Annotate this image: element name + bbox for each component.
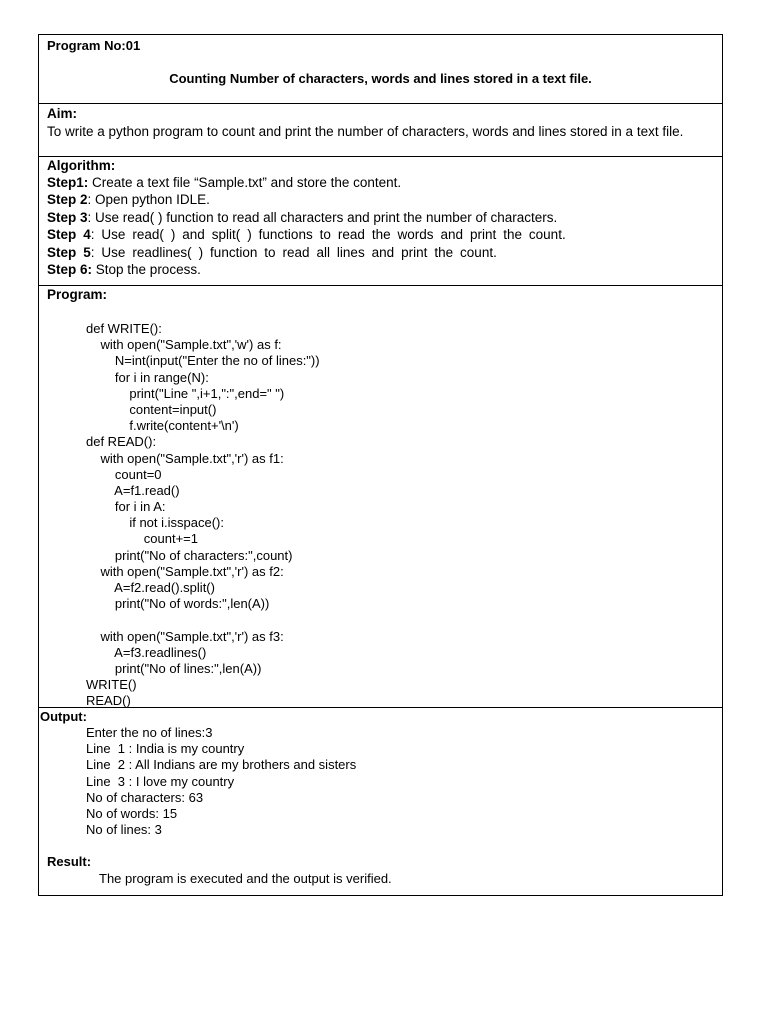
aim-text: To write a python program to count and print the number of characters, words and lines stored in a text file.: [47, 124, 684, 139]
code-line: for i in A:: [86, 499, 166, 515]
output-line: No of lines: 3: [86, 822, 162, 838]
code-line: def WRITE():: [86, 321, 162, 336]
divider-program: [39, 707, 722, 708]
step-text: Stop the process.: [92, 261, 201, 277]
output-line: Line 3 : I love my country: [86, 773, 235, 789]
code-line: print("No of words:",len(A)): [86, 596, 270, 612]
code-line: f.write(content+'\n'): [86, 418, 239, 434]
code-line: A=f1.read(): [86, 482, 180, 498]
code-line: A=f3.readlines(): [86, 644, 207, 660]
code-line: print("No of characters:",count): [86, 547, 293, 563]
divider-aim: [39, 156, 722, 157]
code-line: count+=1: [86, 531, 199, 547]
code-line: content=input(): [86, 401, 217, 417]
code-line: with open("Sample.txt",'r') as f1:: [86, 450, 284, 466]
output-label: Output:: [40, 709, 87, 724]
algorithm-steps: [47, 174, 717, 278]
program-title: Counting Number of characters, words and lines stored in a text file.: [169, 71, 592, 86]
step-text: : Open python IDLE.: [87, 192, 210, 208]
code-line: [86, 612, 320, 628]
aim-label: Aim:: [47, 106, 77, 121]
code-line: print("No of lines:",len(A)): [86, 660, 262, 676]
algorithm-step: [47, 261, 717, 278]
divider-header: [39, 103, 722, 104]
algorithm-step: [47, 209, 717, 226]
algorithm-step: [47, 191, 717, 208]
step-label: Step 2: [47, 192, 88, 208]
code-line: A=f2.read().split(): [86, 580, 215, 595]
algorithm-label: Algorithm:: [47, 158, 116, 173]
program-code: [86, 321, 320, 710]
step-label: Step 6:: [47, 261, 93, 277]
code-line: if not i.isspace():: [86, 515, 224, 531]
output-line: No of characters: 63: [86, 789, 204, 805]
result-label: Result:: [47, 854, 92, 869]
code-line: N=int(input("Enter the no of lines:")): [86, 353, 320, 369]
document-frame: [38, 34, 723, 896]
program-number: Program No:01: [47, 38, 141, 53]
output-lines: [86, 725, 356, 838]
divider-algorithm: [39, 285, 722, 286]
step-label: Step 5: [47, 244, 91, 260]
step-text: Create a text file “Sample.txt” and store the content.: [88, 175, 402, 190]
step-label: Step 3: [47, 209, 88, 225]
program-label: Program:: [47, 287, 108, 302]
algorithm-step: [47, 226, 717, 243]
step-text: : Use readlines( ) function to read all lines and print the count.: [90, 244, 497, 260]
step-label: Step 4: [47, 227, 91, 243]
code-line: for i in range(N):: [86, 369, 209, 385]
step-label: Step1:: [47, 175, 89, 190]
output-line: Line 1 : India is my country: [86, 741, 245, 757]
code-line: def READ():: [86, 434, 157, 450]
code-line: READ(): [86, 693, 131, 709]
code-line: with open("Sample.txt",'r') as f2:: [86, 563, 284, 579]
output-line: Enter the no of lines:3: [86, 725, 213, 740]
code-line: count=0: [86, 466, 162, 482]
output-line: Line 2 : All Indians are my brothers and sisters: [86, 757, 357, 773]
step-text: : Use read( ) function to read all characters and print the number of characters.: [87, 209, 558, 225]
code-line: WRITE(): [86, 677, 137, 693]
result-text: The program is executed and the output is verified.: [99, 871, 392, 886]
algorithm-step: [47, 244, 717, 261]
code-line: with open("Sample.txt",'r') as f3:: [86, 628, 284, 644]
output-line: No of words: 15: [86, 805, 178, 821]
step-text: : Use read( ) and split( ) functions to read the words and print the count.: [90, 227, 566, 243]
code-line: with open("Sample.txt",'w') as f:: [86, 337, 282, 353]
code-line: print("Line ",i+1,":",end=" "): [86, 385, 285, 401]
algorithm-step: [47, 174, 717, 191]
